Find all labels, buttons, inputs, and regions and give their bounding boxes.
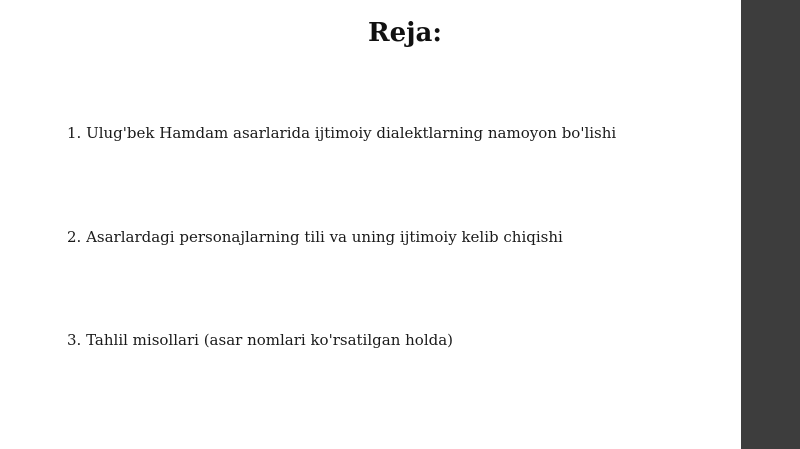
slide-title: Reja: [367,18,442,48]
plan-item-1: 1. Ulug'bek Hamdam asarlarida ijtimoiy dialektlarning namoyon bo'lishi [67,124,617,142]
plan-item-2: 2. Asarlardagi personajlarning tili va uning ijtimoiy kelib chiqishi [67,228,563,246]
plan-item-3: 3. Tahlil misollari (asar nomlari ko'rsatilgan holda) [67,331,454,349]
side-panel [741,0,800,449]
